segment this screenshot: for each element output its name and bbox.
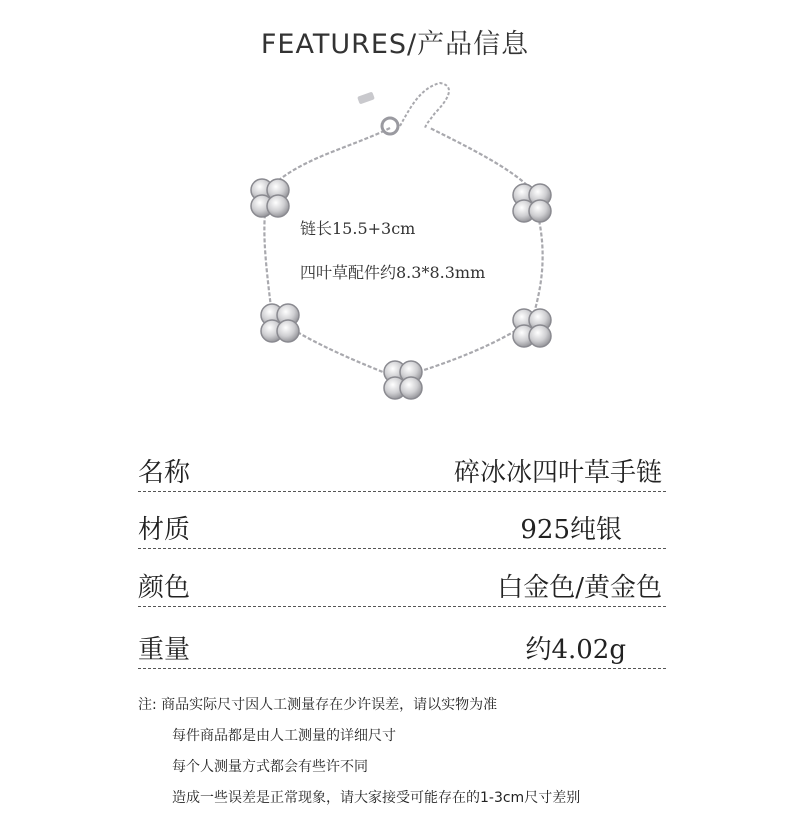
spec-value: 约4.02g (525, 635, 626, 665)
page-title: FEATURES/产品信息 (260, 29, 530, 60)
clover-charm (261, 304, 299, 342)
spec-label: 名称 (138, 458, 191, 488)
spec-row-color (138, 570, 666, 607)
chain-line (264, 128, 542, 378)
note-line: 注: 商品实际尺寸因人工测量存在少许误差，请以实物为准 (138, 697, 498, 713)
clover-size-text: 四叶草配件约8.3*8.3mm (300, 263, 486, 282)
spec-label: 重量 (138, 635, 191, 665)
clover-charm (513, 309, 551, 347)
note-line: 造成一些误差是正常现象，请大家接受可能存在的1-3cm尺寸差别 (172, 790, 581, 806)
note-line: 每个人测量方式都会有些许不同 (172, 759, 368, 775)
spec-row-name (138, 455, 666, 492)
spec-label: 颜色 (138, 573, 191, 603)
spring-ring-clasp (382, 118, 398, 134)
spec-label: 材质 (138, 515, 191, 545)
chain-length-text: 链长15.5+3cm (300, 219, 416, 238)
extension-chain (400, 83, 449, 128)
clover-charm (384, 361, 422, 399)
spec-value: 碎冰冰四叶草手链 (453, 458, 662, 488)
clover-charm (251, 179, 289, 217)
tag-plate (357, 92, 375, 105)
spec-row-weight (138, 632, 666, 669)
spec-row-material (138, 512, 666, 549)
clover-charm (513, 184, 551, 222)
note-line: 每件商品都是由人工测量的详细尺寸 (172, 728, 396, 744)
spec-value: 白金色/黄金色 (497, 573, 662, 603)
spec-value: 925纯银 (520, 515, 622, 545)
